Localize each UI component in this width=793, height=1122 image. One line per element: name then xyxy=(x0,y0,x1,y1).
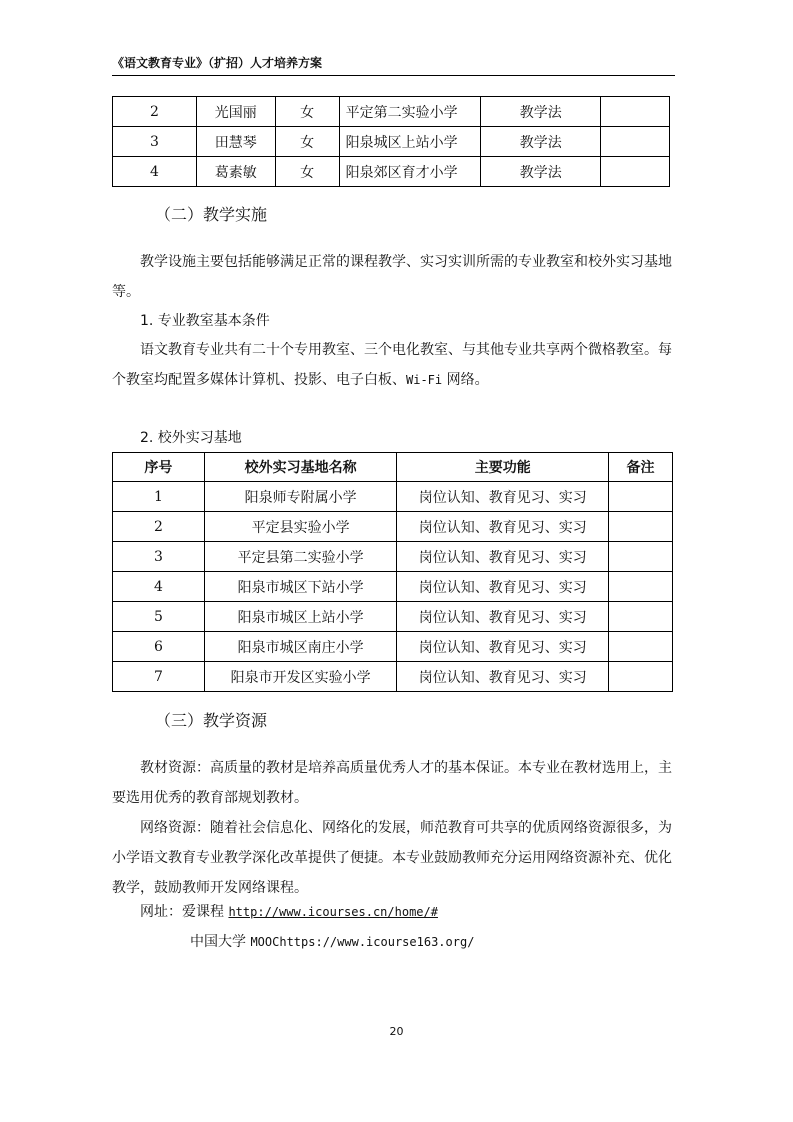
website-line-2 xyxy=(190,932,474,952)
section-heading-teaching-resources: （三）教学资源 xyxy=(155,711,268,730)
table-cell xyxy=(609,482,673,512)
staff-cell: 葛素敏 xyxy=(196,157,275,187)
table-cell: 平定县第二实验小学 xyxy=(204,542,397,572)
section-heading-teaching-implementation: （二）教学实施 xyxy=(155,205,268,224)
table-cell xyxy=(609,572,673,602)
table-cell: 阳泉市城区下站小学 xyxy=(204,572,397,602)
table-row xyxy=(113,512,673,542)
table-cell: 阳泉市城区上站小学 xyxy=(204,602,397,632)
icourses-link[interactable]: http://www.icourses.cn/home/# xyxy=(228,905,438,919)
facilities-intro: 教学设施主要包括能够满足正常的课程教学、实习实训所需的专业教室和校外实习基地等。 xyxy=(112,254,672,300)
column-header: 序号 xyxy=(113,453,205,482)
table-cell: 岗位认知、教育见习、实习 xyxy=(397,572,609,602)
table-row xyxy=(113,572,673,602)
table-row xyxy=(113,482,673,512)
table-cell: 平定县实验小学 xyxy=(204,512,397,542)
table-row xyxy=(113,602,673,632)
table-cell xyxy=(609,542,673,572)
table-cell: 阳泉市开发区实验小学 xyxy=(204,662,397,692)
table-cell: 岗位认知、教育见习、实习 xyxy=(397,482,609,512)
table-row xyxy=(113,632,673,662)
website-line-1 xyxy=(140,902,438,922)
staff-cell: 3 xyxy=(113,127,197,157)
staff-cell: 女 xyxy=(275,97,339,127)
table-cell xyxy=(609,662,673,692)
table-cell: 岗位认知、教育见习、实习 xyxy=(397,662,609,692)
page-number: 20 xyxy=(389,1025,404,1038)
header-title: 《语文教育专业》（扩招）人才培养方案 xyxy=(112,56,323,70)
practice-base-table xyxy=(112,452,673,692)
table-cell xyxy=(609,512,673,542)
staff-row xyxy=(113,97,670,127)
table-cell: 6 xyxy=(113,632,205,662)
staff-cell: 教学法 xyxy=(481,127,601,157)
table-cell: 7 xyxy=(113,662,205,692)
staff-row xyxy=(113,157,670,187)
table-cell: 岗位认知、教育见习、实习 xyxy=(397,512,609,542)
staff-cell: 阳泉城区上站小学 xyxy=(339,127,481,157)
page-header xyxy=(112,55,675,76)
classroom-description: 语文教育专业共有二十个专用教室、三个电化教室、与其他专业共享两个微格教室。每个教室均配置多媒体计算机、投影、电子白板、Wi-Fi 网络。 xyxy=(112,342,672,388)
staff-cell: 阳泉郊区育才小学 xyxy=(339,157,481,187)
table-cell: 2 xyxy=(113,512,205,542)
staff-cell xyxy=(601,127,670,157)
table-cell xyxy=(609,602,673,632)
url-label: 网址： xyxy=(140,904,182,920)
site1-name: 爱课程 xyxy=(182,904,229,920)
table-cell: 3 xyxy=(113,542,205,572)
table-cell xyxy=(609,632,673,662)
staff-cell: 教学法 xyxy=(481,157,601,187)
staff-cell xyxy=(601,97,670,127)
staff-cell xyxy=(601,157,670,187)
network-resources: 网络资源：随着社会信息化、网络化的发展，师范教育可共享的优质网络资源很多，为小学语文教育专业教学深化改革提供了便捷。本专业鼓励教师充分运用网络资源补充、优化教学，鼓励教师开发网络课程。 xyxy=(112,820,672,896)
staff-cell: 2 xyxy=(113,97,197,127)
icourse163-link[interactable]: MOOChttps://www.icourse163.org/ xyxy=(250,935,475,949)
staff-cell: 光国丽 xyxy=(196,97,275,127)
staff-cell: 女 xyxy=(275,157,339,187)
staff-row xyxy=(113,127,670,157)
table-cell: 阳泉市城区南庄小学 xyxy=(204,632,397,662)
subheading-practice-bases: 2. 校外实习基地 xyxy=(140,430,242,446)
table-row xyxy=(113,662,673,692)
table-cell: 5 xyxy=(113,602,205,632)
table-cell: 岗位认知、教育见习、实习 xyxy=(397,632,609,662)
staff-cell: 平定第二实验小学 xyxy=(339,97,481,127)
staff-cell: 教学法 xyxy=(481,97,601,127)
table-cell: 岗位认知、教育见习、实习 xyxy=(397,602,609,632)
table-cell: 4 xyxy=(113,572,205,602)
table-cell: 阳泉师专附属小学 xyxy=(204,482,397,512)
subheading-classroom-conditions: 1. 专业教室基本条件 xyxy=(140,313,270,329)
column-header: 备注 xyxy=(609,453,673,482)
staff-table xyxy=(112,96,670,187)
staff-cell: 4 xyxy=(113,157,197,187)
textbook-resources: 教材资源：高质量的教材是培养高质量优秀人才的基本保证。本专业在教材选用上，主要选用优秀的教育部规划教材。 xyxy=(112,760,672,806)
table-cell: 岗位认知、教育见习、实习 xyxy=(397,542,609,572)
table-row xyxy=(113,542,673,572)
staff-cell: 田慧琴 xyxy=(196,127,275,157)
column-header: 主要功能 xyxy=(397,453,609,482)
staff-cell: 女 xyxy=(275,127,339,157)
table-cell: 1 xyxy=(113,482,205,512)
site2-name: 中国大学 xyxy=(190,934,251,950)
column-header: 校外实习基地名称 xyxy=(204,453,397,482)
